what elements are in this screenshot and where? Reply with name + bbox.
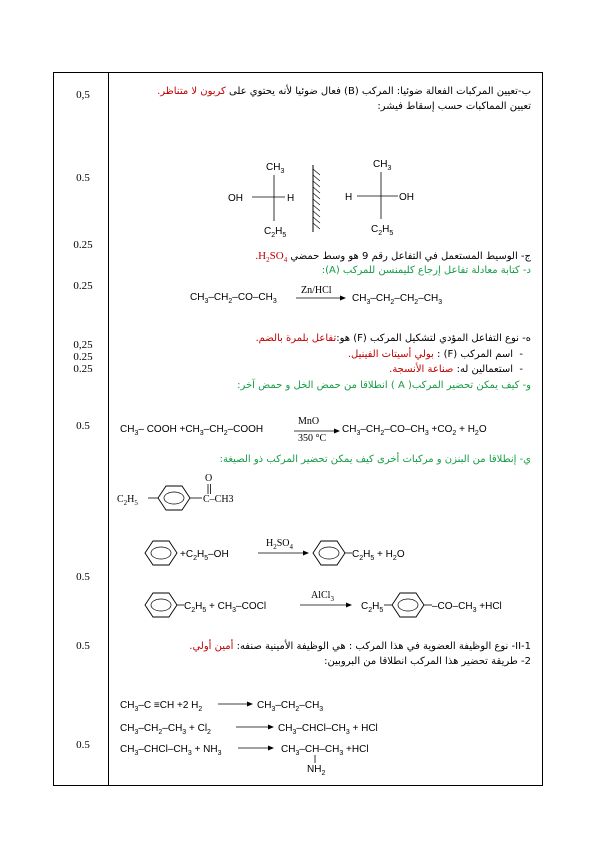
amine-function-text: II-1- نوع الوظيفة العضوية في هذا المركب : هي الوظيفة الأمينية صنفه: bbox=[233, 641, 531, 652]
eq3-nh2: $NH_2$ bbox=[307, 764, 326, 777]
eq3-left: $CH_3-CHCl-CH_3 + NH_3$ bbox=[120, 744, 222, 757]
benzene-section-title: ي- إنطلاقا من البنزن و مركبات أخرى كيف يمكن تحضير المركب ذو الصيغة: bbox=[219, 454, 531, 465]
polymer-name-answer: بولي أسيتات الفينيل. bbox=[347, 349, 434, 360]
catalyst-text: ج- الوسيط المستعمل في التفاعل رقم 9 هو وسط حمضي bbox=[287, 251, 531, 262]
eq3-right: $CH_3-CH-CH_3 +HCl$ bbox=[281, 744, 369, 757]
polymer-uses-line: - استعمالين له: صناعة الأنسجة. bbox=[389, 364, 523, 375]
acid-prep-title: و- كيف يمكن تحضير المركب( A ) انطلاقا من حمض الخل و حمض آخر: bbox=[237, 380, 531, 391]
polymer-name-line: - اسم المركب (F) : بولي أسيتات الفينيل. bbox=[347, 349, 523, 360]
eq1-right: $CH_3-CH_2-CH_3$ bbox=[257, 700, 324, 713]
target-acetyl: C–CH3 bbox=[203, 494, 234, 505]
fischer-right-h: H bbox=[287, 193, 295, 204]
amine-function-answer: أمين أولي. bbox=[189, 641, 234, 652]
optical-activity-line bbox=[157, 86, 531, 97]
polymer-name-text: اسم المركب (F) : bbox=[433, 349, 514, 360]
polymer-uses-answer: صناعة الأنسجة. bbox=[389, 364, 454, 375]
clemmensen-title: د- كتابة معادلة تفاعل إرجاع كليمنسن للمركب (A): bbox=[321, 265, 531, 276]
score-value: 0.25 bbox=[73, 363, 93, 375]
polymer-text: ه- نوع التفاعل المؤدي لتشكيل المركب (F) هو: bbox=[336, 333, 531, 344]
fischer-top-group: $CH_3$ bbox=[266, 162, 285, 175]
catalyst-answer: $H_2SO_4$. bbox=[255, 250, 288, 265]
r2-product-ethyl: $C_2H_5$ bbox=[361, 601, 384, 614]
fischer-bottom-group: $C_2H_5$ bbox=[371, 224, 394, 237]
clemmensen-reactant: $CH_3-CH_2-CO-CH_3$ bbox=[190, 292, 277, 305]
r2-catalyst: AlCl$_3$ bbox=[311, 590, 334, 603]
fischer-heading: تعيين المماكبات حسب إسقاط فيشر: bbox=[377, 101, 531, 112]
clemmensen-product: $CH_3-CH_2-CH_2-CH_3$ bbox=[352, 293, 443, 306]
acid-products: $CH_3-CH_2-CO-CH_3 +CO_2 + H_2O$ bbox=[342, 424, 487, 437]
score-value: 0,25 bbox=[73, 339, 93, 351]
fischer-left-oh: OH bbox=[228, 193, 243, 204]
r1-catalyst: $H_2SO_4$ bbox=[266, 538, 294, 551]
amine-function-line bbox=[189, 641, 531, 652]
fischer-bottom-group: $C_2H_5$ bbox=[264, 226, 287, 239]
target-oxygen: O bbox=[205, 473, 213, 484]
fischer-top-group: $CH_3$ bbox=[373, 159, 392, 172]
polymer-uses-text: استعمالين له: bbox=[453, 364, 514, 375]
r1-reagent: $+C_2H_5-OH$ bbox=[180, 549, 229, 562]
clemmensen-reagent: Zn/HCl bbox=[301, 285, 332, 296]
r2-product-acetyl: $-CO-CH_3 +HCl$ bbox=[432, 601, 502, 614]
score-value: 0.25 bbox=[73, 239, 93, 251]
acid-catalyst: MnO bbox=[298, 416, 320, 427]
eq2-right: $CH_3-CHCl-CH_3$ + HCl bbox=[278, 723, 378, 736]
amine-prep-title: 2- طريقة تحضير هذا المركب انطلاقا من البروبين: bbox=[324, 656, 531, 667]
target-ethyl: $C_2H_5$ bbox=[117, 494, 138, 507]
optical-answer: كربون لا متناظر. bbox=[157, 86, 226, 97]
score-value: 0.5 bbox=[76, 571, 90, 583]
eq2-left: $CH_3-CH_2-CH_3 + Cl_2$ bbox=[120, 723, 211, 736]
r1-product: $C_2H_5 + H_2O$ bbox=[352, 549, 405, 562]
polymer-reaction-line bbox=[255, 333, 531, 344]
score-value: 0,5 bbox=[76, 89, 90, 101]
optical-text: ب-تعيين المركبات الفعالة ضوئيا: المركب (B) فعال ضوئيا لأنه يحتوي على bbox=[225, 86, 531, 97]
score-column-divider bbox=[108, 72, 109, 786]
polymer-answer: تفاعل بلمرة بالضم. bbox=[255, 333, 337, 344]
score-value: 0.5 bbox=[76, 172, 90, 184]
score-value: 0.25 bbox=[73, 280, 93, 292]
fischer-right-oh: OH bbox=[399, 192, 414, 203]
r2-reagent: $C_2H_5$ + $CH_3$–COCl bbox=[184, 601, 267, 614]
acid-temperature: 350 °C bbox=[298, 433, 327, 444]
acid-reactants: $CH_3-$ COOH $+CH_3-CH_2$–COOH bbox=[120, 424, 264, 437]
score-value: 0.5 bbox=[76, 420, 90, 432]
score-value: 0.5 bbox=[76, 640, 90, 652]
score-value: 0.25 bbox=[73, 351, 93, 363]
fischer-left-h: H bbox=[345, 192, 353, 203]
catalyst-line bbox=[255, 250, 531, 264]
eq1-left: $CH_3-C \equiv CH +2$ $H_2$ bbox=[120, 700, 203, 713]
score-value: 0.5 bbox=[76, 739, 90, 751]
